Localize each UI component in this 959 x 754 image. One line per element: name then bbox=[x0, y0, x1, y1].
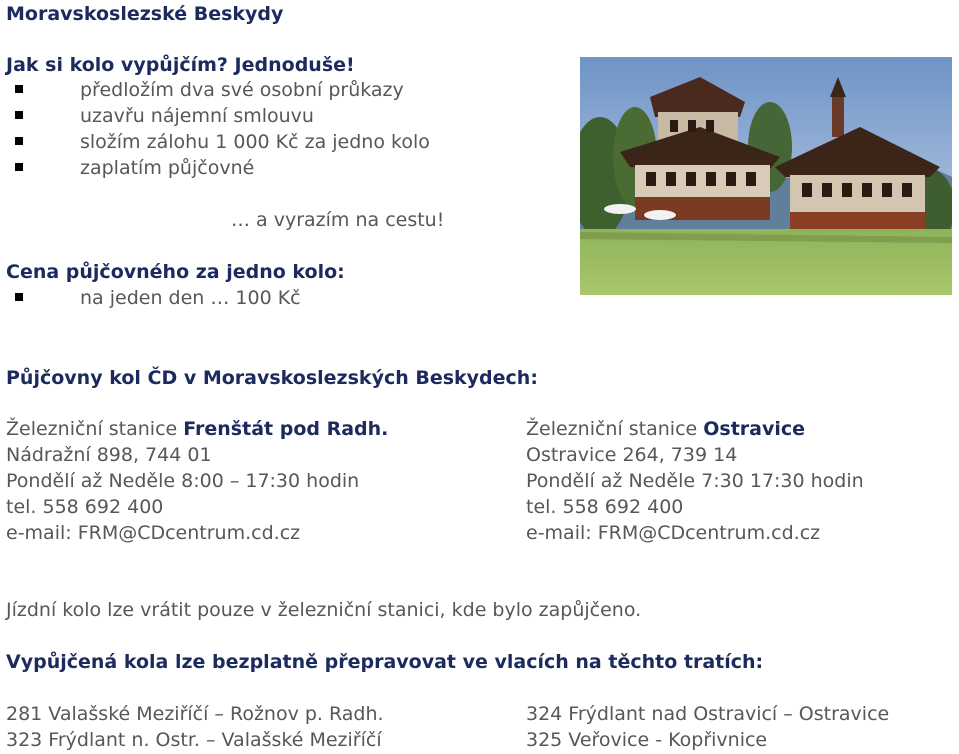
bullet-icon bbox=[15, 163, 23, 171]
transport-heading: Vypůjčená kola lze bezplatně přepravovat ve vlacích na těchto tratích: bbox=[6, 651, 764, 673]
station-hours: Pondělí až Neděle 8:00 – 17:30 hodin bbox=[6, 470, 360, 492]
route-item: 323 Frýdlant n. Ostr. – Valašské Meziříčí bbox=[6, 729, 382, 751]
station-address: Ostravice 264, 739 14 bbox=[526, 444, 738, 466]
station-email: e-mail: FRM@CDcentrum.cd.cz bbox=[6, 522, 301, 544]
list-item: zaplatím půjčovné bbox=[80, 157, 255, 179]
chalet-photo bbox=[580, 57, 952, 295]
station-email: e-mail: FRM@CDcentrum.cd.cz bbox=[526, 522, 821, 544]
station-title bbox=[6, 417, 388, 441]
list-item: složím zálohu 1 000 Kč za jedno kolo bbox=[80, 131, 430, 153]
bullet-icon bbox=[15, 137, 23, 145]
price-heading: Cena půjčovného za jedno kolo: bbox=[6, 261, 345, 283]
station-address: Nádražní 898, 744 01 bbox=[6, 444, 212, 466]
station-phone: tel. 558 692 400 bbox=[6, 496, 164, 518]
route-item: 325 Veřovice - Kopřivnice bbox=[526, 729, 768, 751]
list-item: uzavřu nájemní smlouvu bbox=[80, 105, 314, 127]
station-name: Ostravice bbox=[703, 418, 806, 440]
bullet-icon bbox=[15, 85, 23, 93]
bullet-icon bbox=[15, 111, 23, 119]
rental-closing: … a vyrazím na cestu! bbox=[231, 209, 445, 231]
route-item: 324 Frýdlant nad Ostravicí – Ostravice bbox=[526, 703, 890, 725]
rentals-heading: Půjčovny kol ČD v Moravskoslezských Beskydech: bbox=[6, 367, 538, 389]
station-name: Frenštát pod Radh. bbox=[183, 418, 389, 440]
station-hours: Pondělí až Neděle 7:30 17:30 hodin bbox=[526, 470, 864, 492]
price-item: na jeden den … 100 Kč bbox=[80, 287, 301, 309]
station-prefix: Železniční stanice bbox=[526, 418, 704, 440]
station-title bbox=[526, 417, 805, 441]
station-prefix: Železniční stanice bbox=[6, 418, 184, 440]
station-phone: tel. 558 692 400 bbox=[526, 496, 684, 518]
page-title: Moravskoslezské Beskydy bbox=[6, 3, 284, 25]
bullet-icon bbox=[15, 293, 23, 301]
route-item: 281 Valašské Meziříčí – Rožnov p. Radh. bbox=[6, 703, 384, 725]
return-note: Jízdní kolo lze vrátit pouze v železniční stanici, kde bylo zapůjčeno. bbox=[6, 599, 642, 621]
list-item: předložím dva své osobní průkazy bbox=[80, 79, 404, 101]
rental-question: Jak si kolo vypůjčím? Jednoduše! bbox=[6, 54, 355, 76]
